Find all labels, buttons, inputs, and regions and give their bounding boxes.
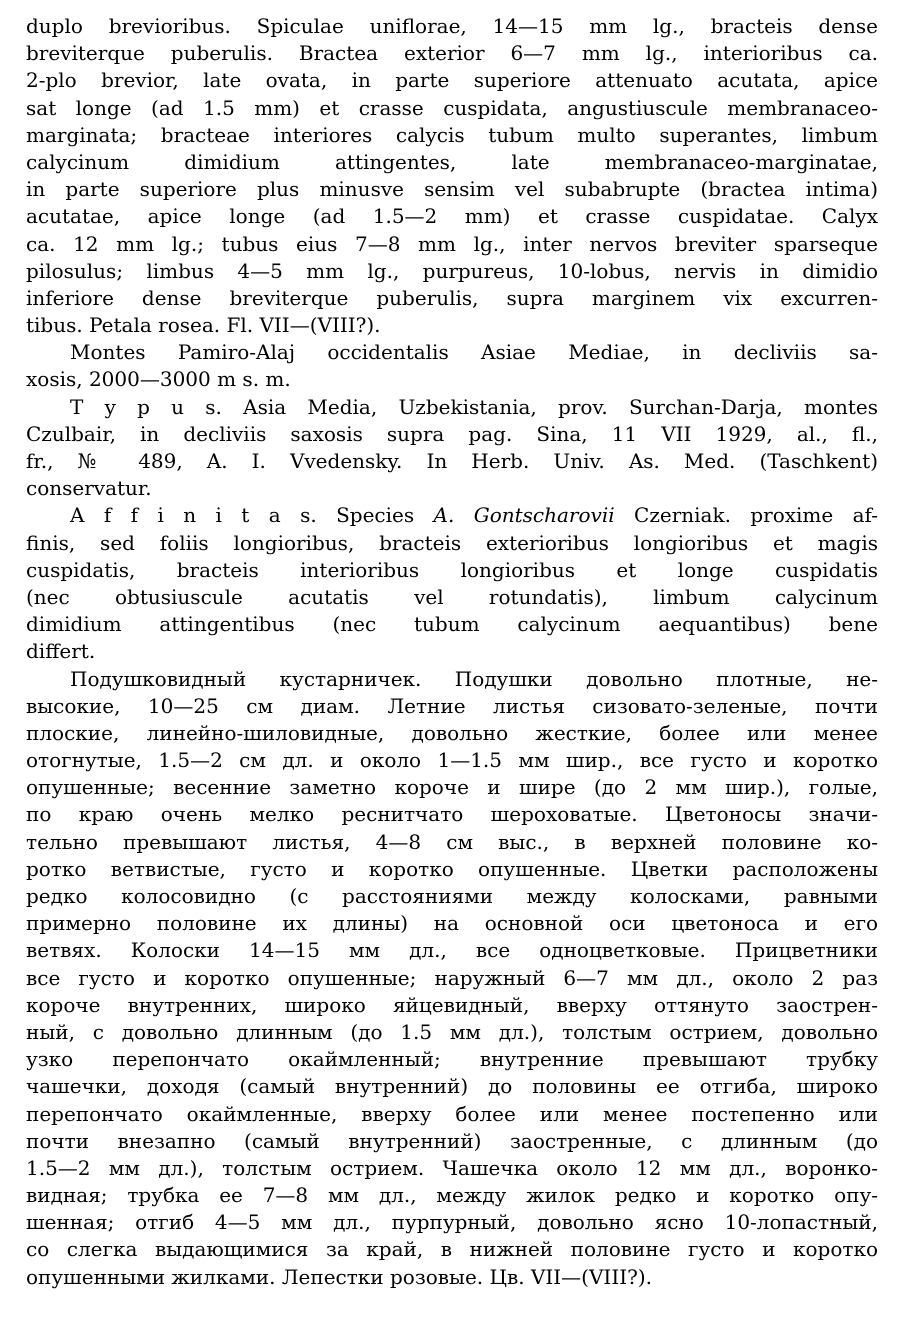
paragraph-habitat [26, 339, 878, 393]
paragraph-affinitas [26, 502, 878, 665]
text-line [26, 339, 878, 366]
text-line [26, 13, 878, 40]
text-segment: опушенные; весенние заметно короче и шире (до 2 мм шир.), голые, [26, 775, 878, 800]
text-line [26, 312, 878, 339]
text-segment: T y p u s. Asia Media, Uzbekistania, prov. Surchan-Darja, montes [70, 394, 878, 419]
text-line [26, 584, 878, 611]
text-line [26, 1046, 878, 1073]
text-line [26, 937, 878, 964]
paragraph-latin-diagnosis-continuation [26, 13, 878, 339]
text-segment: чашечки, доходя (самый внутренний) до половины ее отгиба, широко [26, 1074, 878, 1099]
text-segment: differt. [26, 639, 96, 664]
text-segment: A f f i n i t a s. Species [70, 503, 434, 528]
text-line [26, 693, 878, 720]
text-line [26, 502, 878, 529]
text-line [26, 965, 878, 992]
text-line [26, 1182, 878, 1209]
text-line [26, 149, 878, 176]
text-segment: по краю очень мелко реснитчато шероховатые. Цветоносы значи- [26, 802, 878, 827]
text-line [26, 856, 878, 883]
text-line [26, 1019, 878, 1046]
text-line [26, 1155, 878, 1182]
text-segment: sat longe (ad 1.5 mm) et crasse cuspidata, angustiuscule membranaceo- [26, 95, 878, 120]
text-line [26, 122, 878, 149]
text-segment: ный, с довольно длинным (до 1.5 мм дл.), толстым острием, довольно [26, 1019, 878, 1044]
text-line [26, 638, 878, 665]
text-segment: отогнутые, 1.5—2 см дл. и около 1—1.5 мм шир., все густо и коротко [26, 748, 878, 773]
text-line [26, 176, 878, 203]
text-line [26, 1209, 878, 1236]
text-segment: ротко ветвистые, густо и коротко опушенные. Цветки расположены [26, 856, 878, 881]
text-segment: высокие, 10—25 см диам. Летние листья сизовато-зеленые, почти [26, 693, 878, 718]
text-line [26, 883, 878, 910]
text-segment: ветвях. Колоски 14—15 мм дл., все одноцветковые. Прицветники [26, 938, 878, 963]
text-line [26, 67, 878, 94]
text-line [26, 475, 878, 502]
text-line [26, 774, 878, 801]
text-segment: (nec obtusiuscule acutatis vel rotundatis), limbum calycinum [26, 584, 878, 609]
text-segment: finis, sed foliis longioribus, bracteis exterioribus longioribus et magis [26, 530, 878, 555]
text-line [26, 448, 878, 475]
text-segment: 2-plo brevior, late ovata, in parte superiore attenuato acutata, apice [26, 68, 878, 93]
text-line [26, 258, 878, 285]
text-segment: acutatae, apice longe (ad 1.5—2 mm) et crasse cuspidatae. Calyx [26, 204, 878, 229]
text-segment: cuspidatis, bracteis interioribus longioribus et longe cuspidatis [26, 557, 878, 582]
text-segment: in parte superiore plus minusve sensim vel subabrupte (bractea intima) [26, 177, 878, 202]
text-line [26, 1236, 878, 1263]
text-line [26, 1101, 878, 1128]
text-line [26, 611, 878, 638]
text-line [26, 829, 878, 856]
text-segment: inferiore dense breviterque puberulis, supra marginem vix excurren- [26, 285, 878, 310]
text-segment: fr., № 489, A. I. Vvedensky. In Herb. Univ. As. Med. (Taschkent) [26, 449, 878, 473]
text-segment: xosis, 2000—3000 m s. m. [26, 367, 291, 392]
text-segment: почти внезапно (самый внутренний) заостренные, с длинным (до [26, 1128, 878, 1153]
text-line [26, 1128, 878, 1155]
text-segment: conservatur. [26, 476, 152, 501]
page-text [26, 13, 878, 1291]
text-segment: редко колосовидно (с расстояниями между колосками, равными [26, 884, 878, 908]
text-line [26, 530, 878, 557]
text-segment: tibus. Petala rosea. Fl. VII—(VIII?). [26, 313, 381, 338]
text-segment: breviterque puberulis. Bractea exterior 6—7 mm lg., interioribus ca. [26, 41, 878, 66]
text-segment: Czulbair, in decliviis saxosis supra pag. Sina, 11 VII 1929, al., fl., [26, 421, 878, 446]
text-segment: тельно превышают листья, 4—8 см выс., в верхней половине ко- [26, 829, 878, 854]
species-name-italic: A. Gontscharovii [433, 503, 615, 528]
text-segment: узко перепончато окаймленный; внутренние превышают трубку [26, 1047, 878, 1072]
paragraph-russian-description [26, 666, 878, 1291]
paragraph-typus [26, 394, 878, 503]
text-line [26, 1264, 878, 1291]
text-segment: marginata; bracteae interiores calycis tubum multo superantes, limbum [26, 122, 878, 147]
text-segment: Подушковидный кустарничек. Подушки довольно плотные, не- [70, 666, 878, 691]
text-segment: 1.5—2 мм дл.), толстым острием. Чашечка около 12 мм дл., воронко- [26, 1155, 878, 1180]
text-line [26, 394, 878, 421]
text-segment: перепончато окаймленные, вверху более или менее постепенно или [26, 1101, 878, 1126]
text-line [26, 40, 878, 67]
text-segment: ca. 12 mm lg.; tubus eius 7—8 mm lg., inter nervos breviter sparseque [26, 231, 878, 256]
text-line [26, 747, 878, 774]
text-line [26, 666, 878, 693]
text-line [26, 366, 878, 393]
text-segment: pilosulus; limbus 4—5 mm lg., purpureus, 10-lobus, nervis in dimidio [26, 258, 878, 283]
text-segment: со слегка выдающимися за край, в нижней половине густо и коротко [26, 1237, 878, 1262]
text-segment: duplo brevioribus. Spiculae uniflorae, 14—15 mm lg., bracteis dense [26, 14, 878, 38]
text-segment: все густо и коротко опушенные; наружный 6—7 мм дл., около 2 раз [26, 965, 878, 990]
text-line [26, 95, 878, 122]
text-segment: dimidium attingentibus (nec tubum calycinum aequantibus) bene [26, 612, 878, 637]
text-line [26, 1073, 878, 1100]
text-line [26, 992, 878, 1019]
text-segment: плоские, линейно-шиловидные, довольно жесткие, более или менее [26, 720, 878, 745]
text-line [26, 203, 878, 230]
text-line [26, 910, 878, 937]
text-line [26, 421, 878, 448]
text-segment: примерно половине их длины) на основной оси цветоноса и его [26, 911, 878, 936]
text-line [26, 285, 878, 312]
text-segment: короче внутренних, широко яйцевидный, вверху оттянуто заострен- [26, 992, 878, 1017]
text-segment: опушенными жилками. Лепестки розовые. Цв. VII—(VIII?). [26, 1264, 653, 1289]
text-segment: Montes Pamiro-Alaj occidentalis Asiae Mediae, in decliviis sa- [70, 340, 878, 365]
text-segment: Czerniak. proxime af- [614, 503, 878, 528]
text-line [26, 231, 878, 258]
text-line [26, 801, 878, 828]
text-line [26, 557, 878, 584]
text-segment: шенная; отгиб 4—5 мм дл., пурпурный, довольно ясно 10-лопастный, [26, 1210, 878, 1235]
text-line [26, 720, 878, 747]
text-segment: calycinum dimidium attingentes, late membranaceo-marginatae, [26, 149, 878, 174]
text-segment: видная; трубка ее 7—8 мм дл., между жилок редко и коротко опу- [26, 1183, 878, 1208]
